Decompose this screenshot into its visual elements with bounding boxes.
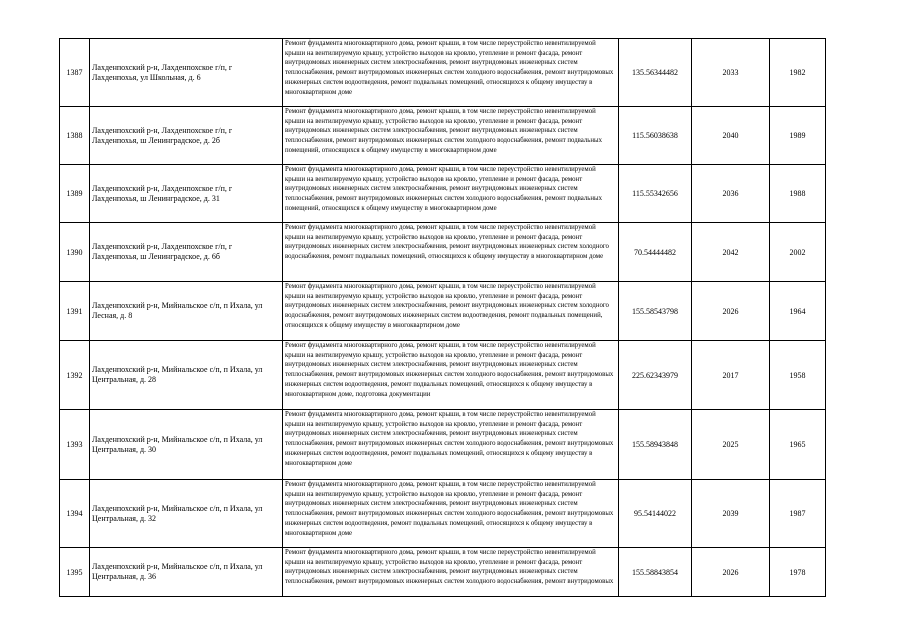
building-address: Лахденпохский р-н, Лахденпохское г/п, г Лахденпохья, ул Школьная, д. 6	[90, 39, 283, 107]
repair-works-text: Ремонт фундамента многоквартирного дома, ремонт крыши, в том числе переустройство невентилируемой крыши на вентилируемую крышу, устройство выходов на кровлю, утепление и ремонт фасада, ремонт внутридомовых инженерных систем электроснабжения, ремонт внутридомовых инженерных систем холодного водоснабжения, ремонт внутридомовых инженерных систем водоотведения, ремонт подвальных помещений, относящихся к общему имуществу в многоквартирном доме	[285, 283, 609, 329]
table-row	[60, 548, 826, 597]
row-number: 1393	[60, 410, 90, 480]
repair-works	[283, 39, 619, 107]
planned-year: 2042	[692, 223, 770, 282]
table-row	[60, 410, 826, 480]
construction-year: 1982	[770, 39, 826, 107]
cost-value: 155.58943848	[619, 410, 692, 480]
row-number: 1389	[60, 165, 90, 223]
repair-works	[283, 165, 619, 223]
cost-value: 70.54444482	[619, 223, 692, 282]
planned-year: 2025	[692, 410, 770, 480]
cost-value: 95.54144022	[619, 480, 692, 548]
cost-value: 135.56344482	[619, 39, 692, 107]
repair-works-text: Ремонт фундамента многоквартирного дома, ремонт крыши, в том числе переустройство невентилируемой крыши на вентилируемую крышу, устройство выходов на кровлю, утепление и ремонт фасада, ремонт внутридомовых инженерных систем электроснабжения, ремонт внутридомовых инженерных систем теплоснабжения, ремонт внутридомовых инженерных систем холодного водоснабжения, ремонт внутридомовых инженерных систем водоотведения, ремонт подвальных помещений, относящихся к общему имуществу в многоквартирном доме, подготовка документации	[285, 342, 614, 398]
table-row	[60, 341, 826, 410]
construction-year: 1987	[770, 480, 826, 548]
planned-year: 2017	[692, 341, 770, 410]
building-address: Лахденпохский р-н, Лахденпохское г/п, г Лахденпохья, ш Ленинградское, д. 2б	[90, 107, 283, 165]
cost-value: 115.55342656	[619, 165, 692, 223]
building-address: Лахденпохский р-н, Мийнальское с/п, п Ихала, ул Центральная, д. 32	[90, 480, 283, 548]
cost-value: 155.58543798	[619, 282, 692, 341]
construction-year: 1988	[770, 165, 826, 223]
repair-works	[283, 282, 619, 341]
building-address: Лахденпохский р-н, Лахденпохское г/п, г Лахденпохья, ш Ленинградское, д. 31	[90, 165, 283, 223]
row-number: 1390	[60, 223, 90, 282]
planned-year: 2040	[692, 107, 770, 165]
building-address: Лахденпохский р-н, Мийнальское с/п, п Ихала, ул Центральная, д. 28	[90, 341, 283, 410]
construction-year: 1978	[770, 548, 826, 597]
planned-year: 2033	[692, 39, 770, 107]
planned-year: 2026	[692, 548, 770, 597]
construction-year: 2002	[770, 223, 826, 282]
repair-works-text: Ремонт фундамента многоквартирного дома, ремонт крыши, в том числе переустройство невентилируемой крыши на вентилируемую крышу, устройство выходов на кровлю, утепление и ремонт фасада, ремонт внутридомовых инженерных систем электроснабжения, ремонт внутридомовых инженерных систем теплоснабжения, ремонт внутридомовых инженерных систем холодного водоснабжения, ремонт внутридомовых инженерных систем водоотведения, ремонт подвальных помещений, относящихся к общему имуществу в многоквартирном доме	[285, 40, 614, 96]
repair-works-text: Ремонт фундамента многоквартирного дома, ремонт крыши, в том числе переустройство невентилируемой крыши на вентилируемую крышу, устройство выходов на кровлю, утепление и ремонт фасада, ремонт внутридомовых инженерных систем электроснабжения, ремонт внутридомовых инженерных систем теплоснабжения, ремонт внутридомовых инженерных систем холодного водоснабжения, ремонт внутридомовых инженерных систем водоотведения, ремонт подвальных помещений, относящихся к общему имуществу в многоквартирном доме	[285, 411, 614, 467]
repair-works	[283, 548, 619, 597]
repair-works-text: Ремонт фундамента многоквартирного дома, ремонт крыши, в том числе переустройство невентилируемой крыши на вентилируемую крышу, устройство выходов на кровлю, утепление и ремонт фасада, ремонт внутридомовых инженерных систем электроснабжения, ремонт внутридомовых инженерных систем теплоснабжения, ремонт внутридомовых инженерных систем холодного водоснабжения, ремонт внутридомовых инженерных систем водоотведения, ремонт подвальных помещений, относящихся к общему имуществу в многоквартирном доме	[285, 481, 614, 537]
repair-works	[283, 107, 619, 165]
repair-works-text: Ремонт фундамента многоквартирного дома, ремонт крыши, в том числе переустройство невентилируемой крыши на вентилируемую крышу, устройство выходов на кровлю, утепление и ремонт фасада, ремонт внутридомовых инженерных систем электроснабжения, ремонт внутридомовых инженерных систем теплоснабжения, ремонт внутридомовых инженерных систем холодного водоснабжения, ремонт внутридомовых	[285, 549, 614, 586]
row-number: 1388	[60, 107, 90, 165]
cost-value: 115.56038638	[619, 107, 692, 165]
planned-year: 2026	[692, 282, 770, 341]
repair-works	[283, 223, 619, 282]
repair-works	[283, 480, 619, 548]
repair-works-text: Ремонт фундамента многоквартирного дома, ремонт крыши, в том числе переустройство невентилируемой крыши на вентилируемую крышу, устройство выходов на кровлю, утепление и ремонт фасада, ремонт внутридомовых инженерных систем электроснабжения, ремонт внутридомовых инженерных систем теплоснабжения, ремонт внутридомовых инженерных систем холодного водоснабжения, ремонт подвальных помещений, относящихся к общему имуществу в многоквартирном доме	[285, 166, 602, 212]
row-number: 1394	[60, 480, 90, 548]
repair-works-text: Ремонт фундамента многоквартирного дома, ремонт крыши, в том числе переустройство невентилируемой крыши на вентилируемую крышу, устройство выходов на кровлю, утепление и ремонт фасада, ремонт внутридомовых инженерных систем электроснабжения, ремонт внутридомовых инженерных систем холодного водоснабжения, ремонт подвальных помещений, относящихся к общему имуществу в многоквартирном доме	[285, 224, 609, 261]
table-row	[60, 107, 826, 165]
row-number: 1392	[60, 341, 90, 410]
repair-works	[283, 410, 619, 480]
building-address: Лахденпохский р-н, Мийнальское с/п, п Ихала, ул Лесная, д. 8	[90, 282, 283, 341]
construction-year: 1965	[770, 410, 826, 480]
planned-year: 2039	[692, 480, 770, 548]
table-row	[60, 39, 826, 107]
table-row	[60, 480, 826, 548]
construction-year: 1964	[770, 282, 826, 341]
table-row	[60, 165, 826, 223]
row-number: 1391	[60, 282, 90, 341]
repair-works	[283, 341, 619, 410]
building-address: Лахденпохский р-н, Лахденпохское г/п, г Лахденпохья, ш Ленинградское, д. 6б	[90, 223, 283, 282]
row-number: 1387	[60, 39, 90, 107]
cost-value: 155.58843854	[619, 548, 692, 597]
row-number: 1395	[60, 548, 90, 597]
repair-works-text: Ремонт фундамента многоквартирного дома, ремонт крыши, в том числе переустройство невентилируемой крыши на вентилируемую крышу, устройство выходов на кровлю, утепление и ремонт фасада, ремонт внутридомовых инженерных систем электроснабжения, ремонт внутридомовых инженерных систем теплоснабжения, ремонт внутридомовых инженерных систем холодного водоснабжения, ремонт подвальных помещений, относящихся к общему имуществу в многоквартирном доме	[285, 108, 602, 154]
housing-register-table	[59, 38, 826, 597]
construction-year: 1989	[770, 107, 826, 165]
building-address: Лахденпохский р-н, Мийнальское с/п, п Ихала, ул Центральная, д. 36	[90, 548, 283, 597]
construction-year: 1958	[770, 341, 826, 410]
planned-year: 2036	[692, 165, 770, 223]
table-row	[60, 282, 826, 341]
building-address: Лахденпохский р-н, Мийнальское с/п, п Ихала, ул Центральная, д. 30	[90, 410, 283, 480]
cost-value: 225.62343979	[619, 341, 692, 410]
table-row	[60, 223, 826, 282]
